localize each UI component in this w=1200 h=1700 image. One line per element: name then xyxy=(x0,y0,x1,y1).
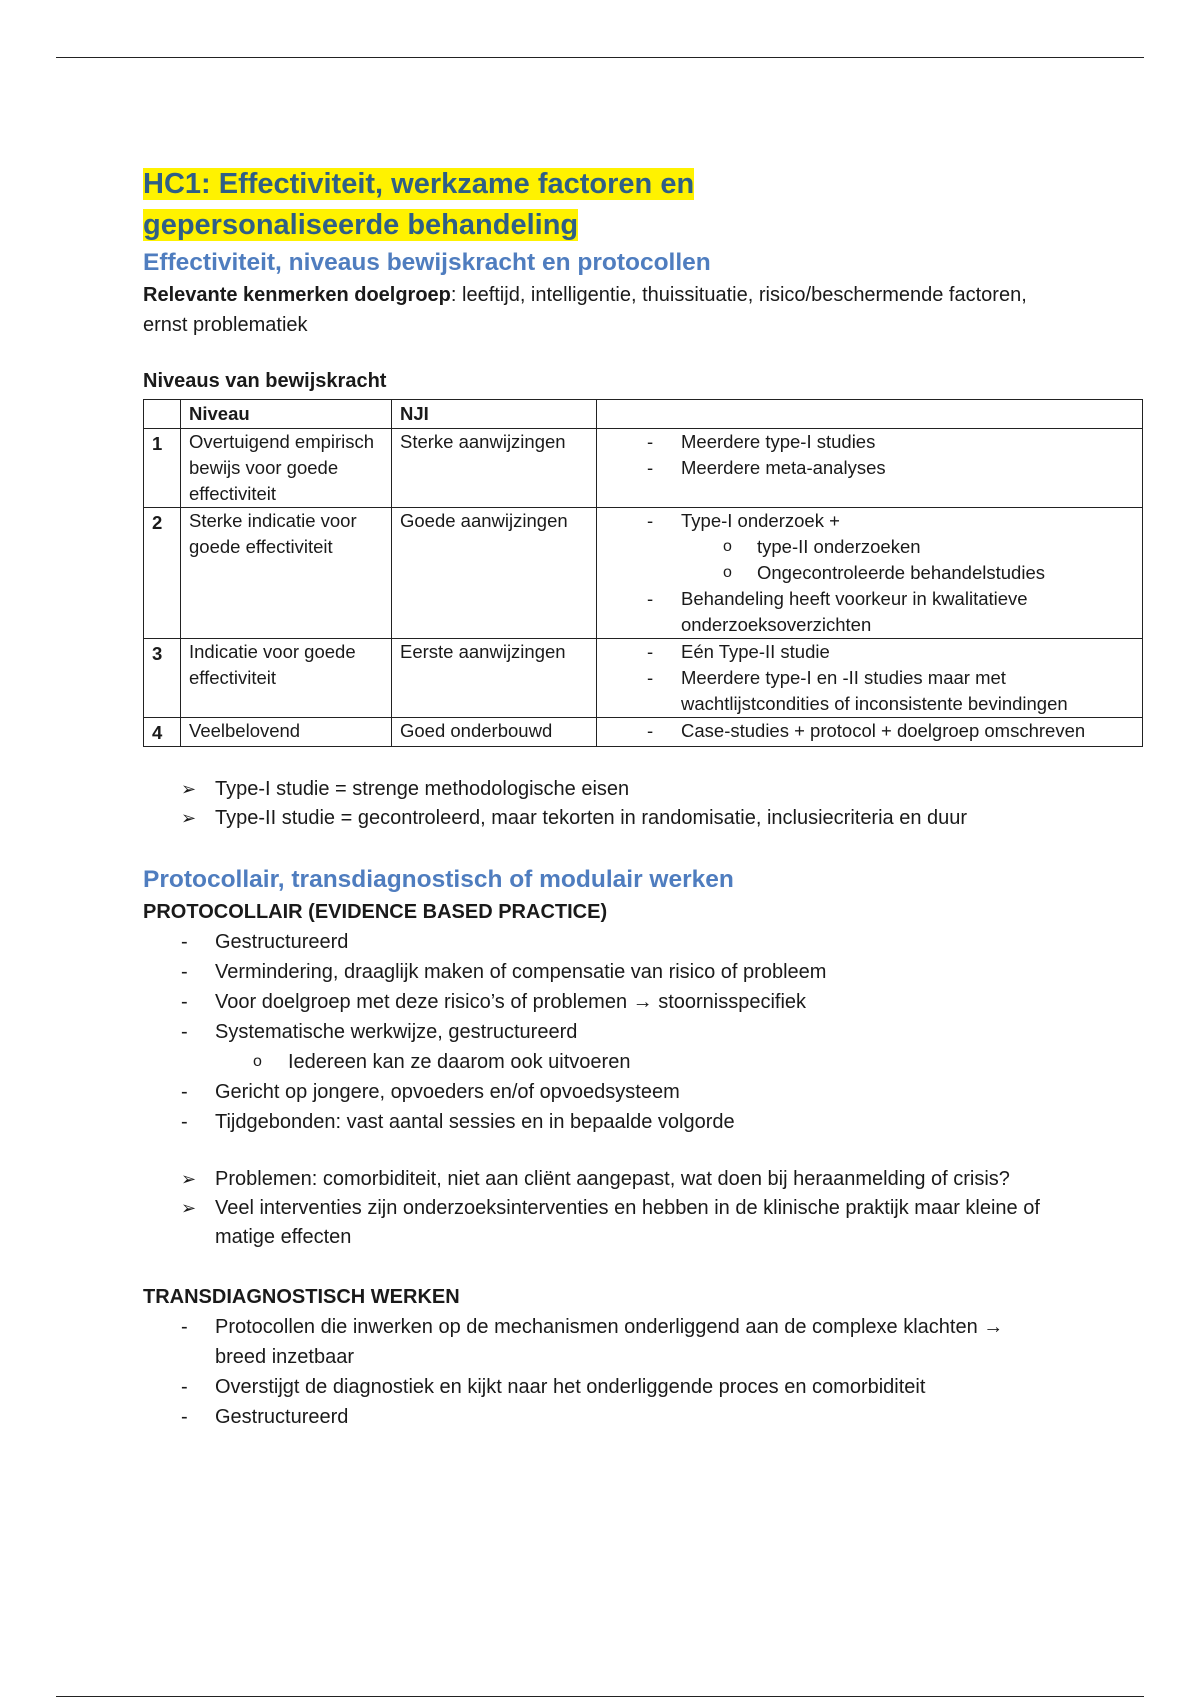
problems-list xyxy=(143,1165,1043,1252)
header-rule xyxy=(56,57,1144,58)
criteria-list xyxy=(605,429,1136,481)
protocollair-title: PROTOCOLLAIR (EVIDENCE BASED PRACTICE) xyxy=(143,901,608,923)
criteria-text: Eén Type-II studie xyxy=(681,641,830,662)
level-criteria xyxy=(597,718,1143,747)
list-item: ➢ Veel interventies zijn onderzoeksinterventies en hebben in de klinische praktijk maar kleine of matige effecten xyxy=(143,1194,1043,1252)
level-criteria xyxy=(597,639,1143,718)
transdiagnostisch-title: TRANSDIAGNOSTISCH WERKEN xyxy=(143,1286,460,1308)
criteria-text: Behandeling heeft voorkeur in kwalitatieve onderzoeksoverzichten xyxy=(681,588,1028,635)
level-number: 4 xyxy=(144,718,181,747)
list-item: ➢ Problemen: comorbiditeit, niet aan cliënt aangepast, wat doen bij heraanmelding of crisis? xyxy=(143,1165,1043,1194)
criteria-text: Type-I onderzoek + xyxy=(681,510,840,531)
protocollair-list-b xyxy=(143,1077,1043,1137)
table-row xyxy=(144,429,1143,508)
table-row xyxy=(144,639,1143,718)
table-title: Niveaus van bewijskracht xyxy=(143,370,387,392)
list-item: o Iedereen kan ze daarom ook uitvoeren xyxy=(143,1047,1103,1077)
criteria-text: Meerdere type-I en -II studies maar met wachtlijstcondities of inconsistente bevindingen xyxy=(681,667,1068,714)
level-number: 1 xyxy=(144,429,181,508)
list-item: - Protocollen die inwerken op de mechanismen onderliggend aan de complexe klachten → breed inzetbaar xyxy=(143,1312,1043,1372)
evidence-levels-table xyxy=(143,399,1143,747)
criteria-subitem: o Ongecontroleerde behandelstudies xyxy=(605,560,1136,586)
level-nji: Goed onderbouwd xyxy=(392,718,597,747)
table-row xyxy=(144,718,1143,747)
criteria-item xyxy=(605,665,1136,717)
protocollair-sublist xyxy=(143,1047,1103,1077)
type-notes xyxy=(143,775,1043,833)
list-item: ➢ Type-II studie = gecontroleerd, maar tekorten in randomisatie, inclusiecriteria en duur xyxy=(143,804,1043,833)
level-nji: Eerste aanwijzingen xyxy=(392,639,597,718)
header-cell-niveau: Niveau xyxy=(181,400,392,429)
level-criteria xyxy=(597,508,1143,639)
criteria-item xyxy=(605,455,1136,481)
list-item: - Gericht op jongere, opvoeders en/of opvoedsysteem xyxy=(143,1077,1043,1107)
relevant-kenmerken: Relevante kenmerken doelgroep: leeftijd, intelligentie, thuissituatie, risico/beschermende factoren, ernst problematiek xyxy=(143,284,1027,336)
criteria-list xyxy=(605,639,1136,717)
header-cell-nji: NJI xyxy=(392,400,597,429)
level-criteria xyxy=(597,429,1143,508)
list-item: - Systematische werkwijze, gestructureerd xyxy=(143,1017,1043,1047)
criteria-text: Meerdere type-I studies xyxy=(681,431,876,452)
list-item: - Overstijgt de diagnostiek en kijkt naar het onderliggende proces en comorbiditeit xyxy=(143,1372,1043,1402)
footer-rule xyxy=(56,1696,1144,1697)
level-niveau: Sterke indicatie voor goede effectiviteit xyxy=(181,508,392,639)
criteria-list xyxy=(605,508,1136,638)
list-item: - Voor doelgroep met deze risico’s of problemen → stoornisspecifiek xyxy=(143,987,1043,1017)
list-item: ➢ Type-I studie = strenge methodologische eisen xyxy=(143,775,1043,804)
section-heading-effectiviteit: Effectiviteit, niveaus bewijskracht en protocollen xyxy=(143,249,711,276)
list-item: - Gestructureerd xyxy=(143,1402,1043,1432)
criteria-text: Meerdere meta-analyses xyxy=(681,457,886,478)
header-cell xyxy=(597,400,1143,429)
level-nji: Goede aanwijzingen xyxy=(392,508,597,639)
protocollair-list xyxy=(143,927,1043,1047)
criteria-item xyxy=(605,639,1136,665)
criteria-item xyxy=(605,586,1136,638)
document-title: HC1: Effectiviteit, werkzame factoren en gepersonaliseerde behandeling xyxy=(143,168,695,241)
criteria-text: Case-studies + protocol + doelgroep omschreven xyxy=(681,720,1086,741)
level-niveau: Veelbelovend xyxy=(181,718,392,747)
list-item: - Tijdgebonden: vast aantal sessies en in bepaalde volgorde xyxy=(143,1107,1043,1137)
header-cell xyxy=(144,400,181,429)
list-item: - Vermindering, draaglijk maken of compensatie van risico of probleem xyxy=(143,957,1043,987)
criteria-item xyxy=(605,718,1136,744)
criteria-item xyxy=(605,429,1136,455)
level-number: 2 xyxy=(144,508,181,639)
table-header-row xyxy=(144,400,1143,429)
level-number: 3 xyxy=(144,639,181,718)
transdiagnostisch-list xyxy=(143,1312,1043,1432)
document-page xyxy=(143,164,1103,1432)
table-row xyxy=(144,508,1143,639)
section-heading-protocollair: Protocollair, transdiagnostisch of modulair werken xyxy=(143,866,734,893)
list-item: - Gestructureerd xyxy=(143,927,1043,957)
criteria-subitem: o type-II onderzoeken xyxy=(605,534,1136,560)
level-nji: Sterke aanwijzingen xyxy=(392,429,597,508)
level-niveau: Indicatie voor goede effectiviteit xyxy=(181,639,392,718)
criteria-sublist xyxy=(605,534,1136,586)
criteria-item xyxy=(605,508,1136,586)
criteria-list xyxy=(605,718,1136,744)
level-niveau: Overtuigend empirisch bewijs voor goede effectiviteit xyxy=(181,429,392,508)
